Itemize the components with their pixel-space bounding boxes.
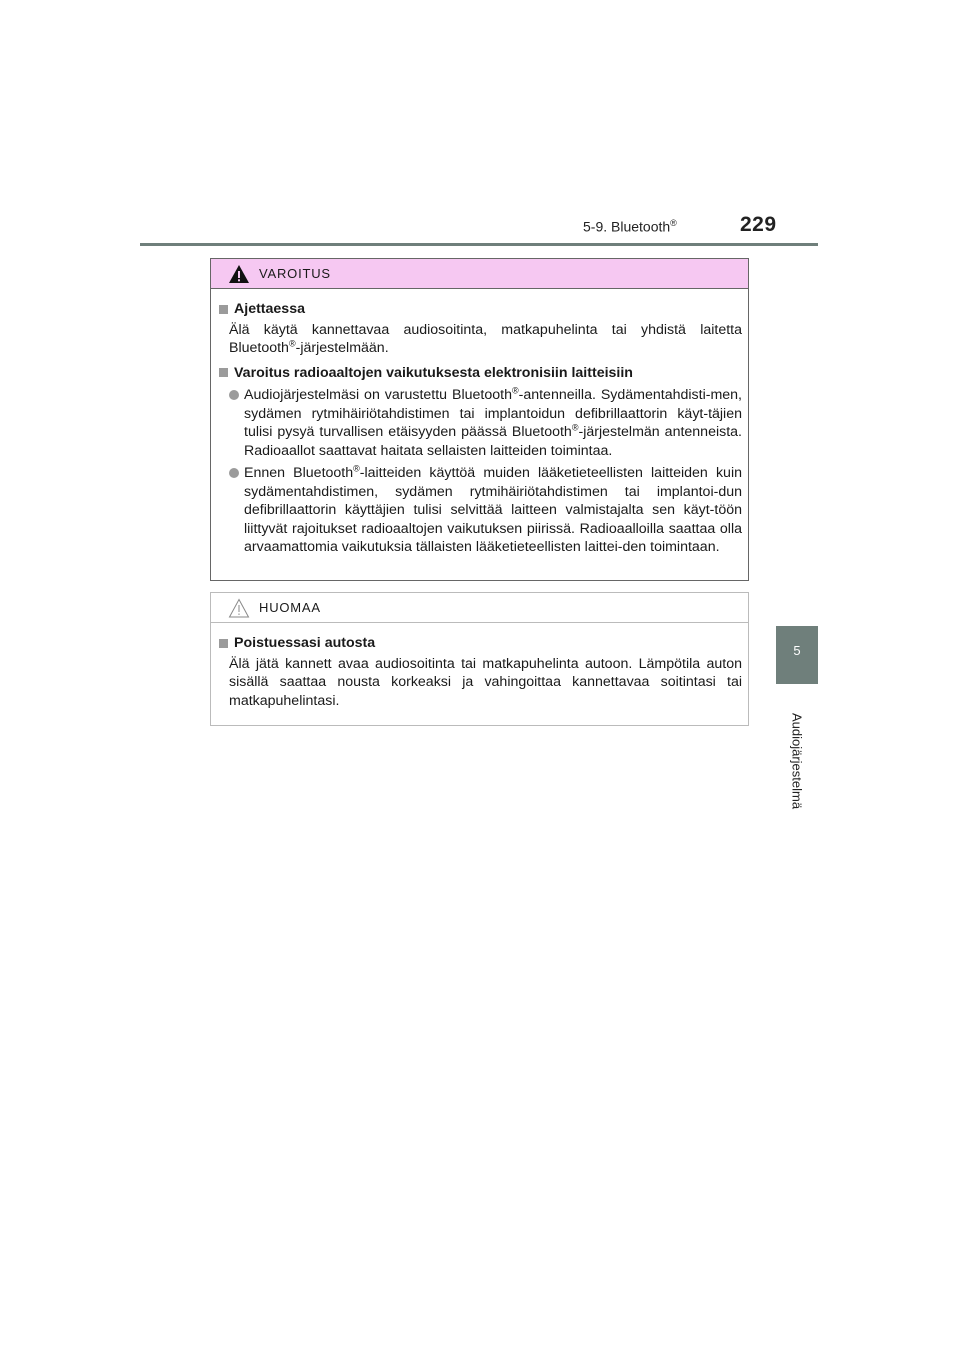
caution-triangle-icon (228, 598, 250, 618)
list-item-text: Audiojärjestelmäsi on varustettu Bluetooth®-antenneilla. Sydämentahdisti-men, sydämen rytmihäiriötahdistimen tai implantoidun defibrillaattorin käyt-täjien tulisi pysyä turvallisen etäisyyden päässä Bluetooth®-järjestelmän antenneista. Radioaallot saattavat haitata sellaisten laitteiden toimintaa. (244, 385, 742, 459)
header-rule (140, 243, 818, 246)
caution-heading (219, 634, 742, 653)
warning-heading-driving (219, 300, 742, 319)
warning-heading-radio (219, 364, 742, 383)
chapter-tab (776, 626, 818, 684)
caution-body (211, 623, 748, 710)
caution-text: Älä jätä kannett avaa audiosoitinta tai matkapuhelinta autoon. Lämpötila auton sisällä saattaa nousta korkeaksi ja vahingoittaa kannettavaa soitintasi tai matkapuhelintasi. (229, 655, 742, 709)
round-bullet-icon (229, 468, 239, 478)
page-number: 229 (740, 213, 777, 236)
warning-body (211, 289, 748, 557)
heading-text: Ajettaessa (234, 301, 305, 317)
warning-triangle-icon (228, 264, 250, 284)
list-item-text: Ennen Bluetooth®-laitteiden käyttöä muiden lääketieteellisten laitteiden kuin sydämentahdistimen, sydämen rytmihäiriötahdistimen tai implantoi-dun defibrillaattorin käyttäjien tulisi selvittää laitteen valmistajalta sen käyt-töön liittyvät rajoitukset radioaaltojen vaikutuksen piirissä. Radioaalloilla saattaa olla arvaamattomia vaikutuksia tällaisten lääketieteellisten laittei-den toimintaan. (244, 463, 742, 555)
warning-box (210, 258, 749, 581)
square-bullet-icon (219, 305, 228, 314)
caution-title: HUOMAA (259, 600, 321, 615)
round-bullet-icon (229, 390, 239, 400)
list-item (219, 386, 742, 460)
square-bullet-icon (219, 368, 228, 377)
caution-header (211, 593, 748, 623)
heading-text: Varoitus radioaaltojen vaikutuksesta elektronisiin laitteisiin (234, 364, 633, 381)
heading-text: Poistuessasi autosta (234, 635, 376, 651)
warning-title: VAROITUS (259, 266, 331, 281)
chapter-number: 5 (793, 643, 801, 658)
caution-box (210, 592, 749, 726)
registered-mark: ® (670, 218, 677, 228)
section-title-text: 5-9. Bluetooth (583, 218, 671, 235)
list-item (219, 464, 742, 557)
warning-header (211, 259, 748, 289)
warning-driving-text: Älä käytä kannettavaa audiosoitinta, matkapuhelinta tai yhdistä laitetta Bluetooth®-järjestelmään. (229, 321, 742, 356)
chapter-label: Audiojärjestelmä (789, 712, 805, 810)
square-bullet-icon (219, 639, 228, 648)
section-title (583, 218, 677, 235)
